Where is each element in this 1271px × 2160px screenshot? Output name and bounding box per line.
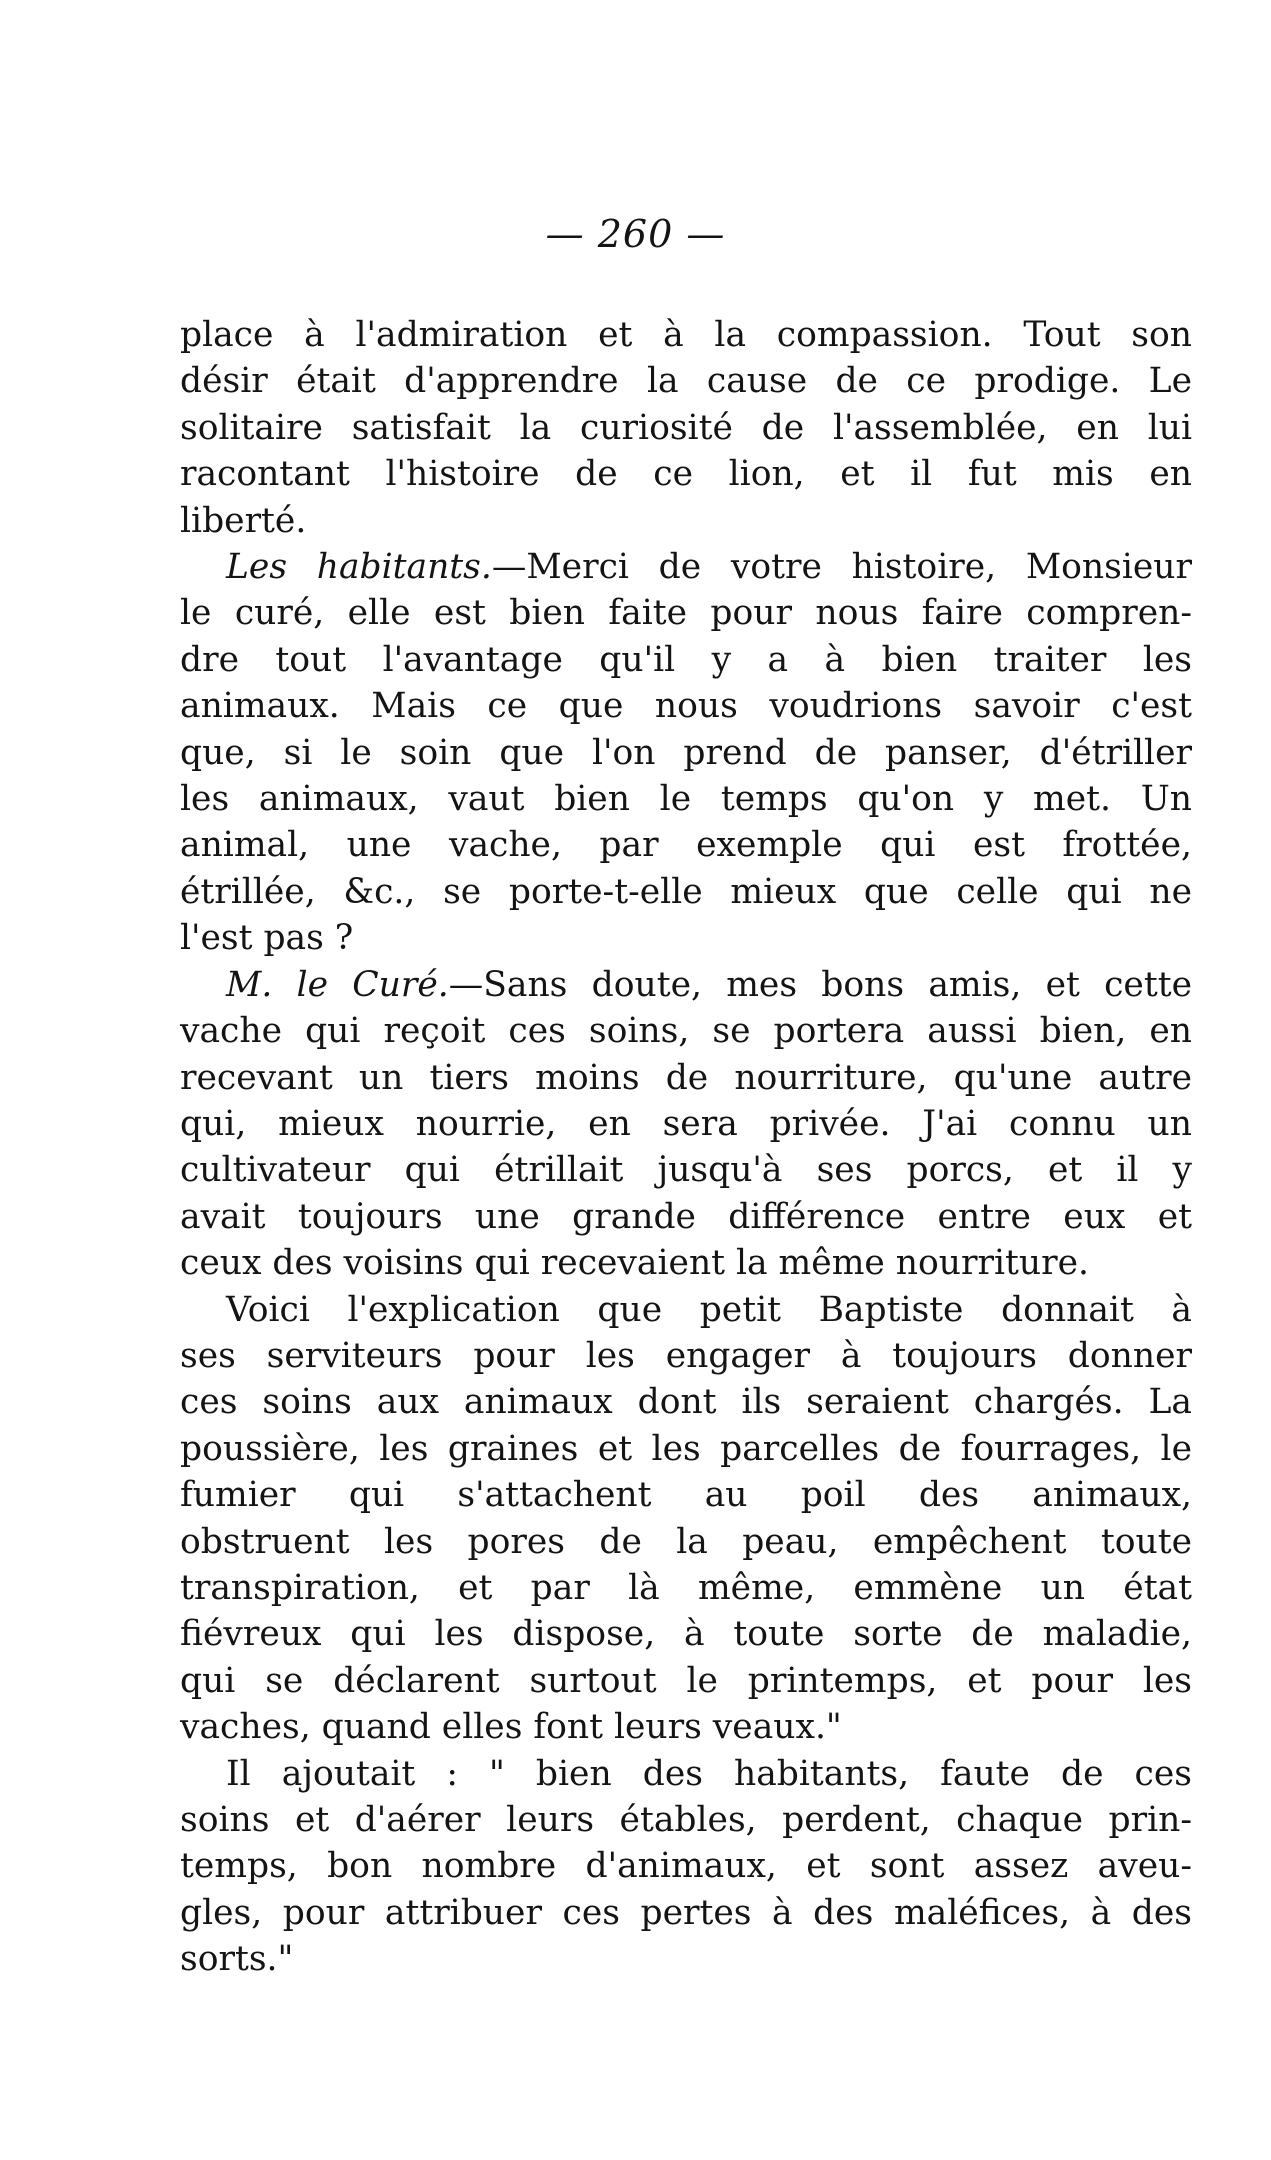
text-line — [180, 1472, 1192, 1518]
line-text: transpiration, et par là même, emmène un état — [180, 1567, 1192, 1608]
text-line — [180, 1519, 1192, 1565]
line-text: avait toujours une grande différence entre eux et — [180, 1196, 1192, 1237]
line-text: —Sans doute, mes bons amis, et cette — [448, 964, 1192, 1005]
text-line — [180, 1101, 1192, 1147]
text-line — [180, 776, 1192, 822]
text-line — [180, 637, 1192, 683]
line-text: ces soins aux animaux dont ils seraient chargés. La — [180, 1382, 1192, 1423]
text-line — [180, 962, 1192, 1008]
text-line — [180, 498, 1192, 544]
text-line — [180, 1565, 1192, 1611]
speaker-name: M. le Curé. — [226, 964, 449, 1005]
line-text: le curé, elle est bien faite pour nous faire compren- — [180, 593, 1192, 634]
text-line — [180, 1936, 1192, 1982]
line-text: sorts." — [180, 1939, 294, 1980]
line-text: que, si le soin que l'on prend de panser, d'étriller — [180, 732, 1192, 773]
text-line — [180, 358, 1192, 404]
line-text: les animaux, vaut bien le temps qu'on y met. Un — [180, 779, 1192, 820]
line-text: liberté. — [180, 500, 307, 541]
line-text: qui se déclarent surtout le printemps, et pour les — [180, 1660, 1192, 1701]
text-line — [180, 1797, 1192, 1843]
text-line — [180, 1426, 1192, 1472]
line-text: gles, pour attribuer ces pertes à des maléfices, à des — [180, 1892, 1192, 1933]
line-text: Il ajoutait : " bien des habitants, faute de ces — [226, 1753, 1192, 1794]
text-line — [180, 1704, 1192, 1750]
text-line — [180, 1843, 1192, 1889]
text-line — [180, 1658, 1192, 1704]
line-text: ceux des voisins qui recevaient la même nourriture. — [180, 1243, 1089, 1284]
text-line — [180, 1611, 1192, 1657]
text-line — [180, 1333, 1192, 1379]
page-number: — 260 — — [545, 212, 726, 256]
text-line — [180, 451, 1192, 497]
text-line — [180, 312, 1192, 358]
body-text — [180, 312, 1192, 1983]
line-text: cultivateur qui étrillait jusqu'à ses porcs, et il y — [180, 1150, 1192, 1191]
line-text: —Merci de votre histoire, Monsieur — [491, 547, 1192, 588]
text-line — [180, 1240, 1192, 1286]
line-text: qui, mieux nourrie, en sera privée. J'ai connu un — [180, 1103, 1192, 1144]
text-line — [180, 1890, 1192, 1936]
text-line — [180, 1008, 1192, 1054]
speaker-name: Les habitants. — [226, 547, 492, 588]
line-text: place à l'admiration et à la compassion. Tout son — [180, 315, 1192, 355]
text-line — [180, 915, 1192, 961]
line-text: recevant un tiers moins de nourriture, qu'une autre — [180, 1057, 1192, 1098]
line-text: l'est pas ? — [180, 918, 354, 959]
line-text: fiévreux qui les dispose, à toute sorte de maladie, — [180, 1614, 1192, 1655]
line-text: obstruent les pores de la peau, empêchent toute — [180, 1521, 1192, 1562]
line-text: vache qui reçoit ces soins, se portera aussi bien, en — [180, 1011, 1192, 1052]
line-text: ses serviteurs pour les engager à toujours donner — [180, 1335, 1192, 1376]
line-text: racontant l'histoire de ce lion, et il fut mis en — [180, 454, 1192, 495]
text-line — [180, 822, 1192, 868]
line-text: vaches, quand elles font leurs veaux." — [180, 1707, 842, 1748]
line-text: soins et d'aérer leurs étables, perdent, chaque prin- — [180, 1800, 1192, 1840]
line-text: dre tout l'avantage qu'il y a à bien traiter les — [180, 639, 1192, 680]
text-line — [180, 1055, 1192, 1101]
text-line — [180, 1751, 1192, 1797]
line-text: animaux. Mais ce que nous voudrions savoir c'est — [180, 686, 1192, 727]
line-text: étrillée, &c., se porte-t-elle mieux que celle qui ne — [180, 871, 1192, 912]
line-text: poussière, les graines et les parcelles de fourrages, le — [180, 1428, 1192, 1469]
text-line — [180, 544, 1192, 590]
line-text: temps, bon nombre d'animaux, et sont assez aveu- — [180, 1846, 1192, 1887]
text-line — [180, 1194, 1192, 1240]
line-text: solitaire satisfait la curiosité de l'assemblée, en lui — [180, 407, 1192, 448]
text-line — [180, 730, 1192, 776]
text-line — [180, 683, 1192, 729]
text-line — [180, 405, 1192, 451]
text-line — [180, 869, 1192, 915]
line-text: désir était d'apprendre la cause de ce prodige. Le — [180, 361, 1192, 402]
line-text: fumier qui s'attachent au poil des animaux, — [180, 1475, 1192, 1516]
text-line — [180, 590, 1192, 636]
text-line — [180, 1287, 1192, 1333]
line-text: animal, une vache, par exemple qui est frottée, — [180, 825, 1192, 866]
text-line — [180, 1147, 1192, 1193]
text-line — [180, 1379, 1192, 1425]
line-text: Voici l'explication que petit Baptiste donnait à — [226, 1289, 1192, 1330]
